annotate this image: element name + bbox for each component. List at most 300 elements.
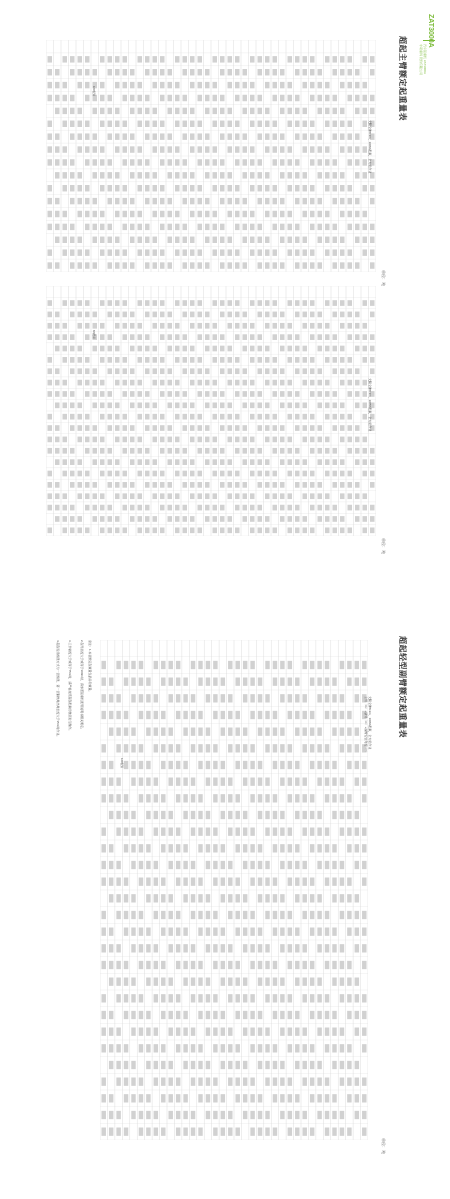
table-b-cell-text [55, 448, 60, 454]
table-c-cell-text [265, 1028, 269, 1036]
table-a-cell-text [228, 237, 233, 243]
table-b-cell-text [100, 300, 105, 306]
table-c-cell-text [154, 811, 158, 819]
table-a-cell-text [220, 198, 225, 204]
table-b-cell-text [325, 357, 330, 363]
table-c-cell-text [310, 744, 314, 752]
table-b-cell-text [318, 482, 323, 488]
table-b-cell-text [280, 323, 285, 329]
table-c-cell-text [355, 1028, 359, 1036]
table-a-cell-text [205, 133, 210, 139]
table-b-cell-text [153, 323, 158, 329]
table-c-cell-text [146, 1028, 150, 1036]
table-b-cell-text [48, 425, 53, 431]
table-a-cell-text [55, 133, 60, 139]
table-a-cell-text [370, 224, 375, 230]
table-a-cell-text [295, 159, 300, 165]
table-c-cell-text [198, 1094, 202, 1102]
table-a-cell-text [303, 211, 308, 217]
table-a-cell-text [145, 262, 150, 268]
table-a-cell-text [48, 159, 53, 165]
table-b-cell-text [145, 357, 150, 363]
table-c-cell-text [340, 1078, 344, 1086]
table-b-cell-text [318, 312, 323, 318]
table-b-cell-text [310, 505, 315, 511]
table-b-cell-text [183, 459, 188, 465]
table-c-cell-text [250, 744, 254, 752]
table-a-cell-text [115, 82, 120, 88]
table-b-cell-text [235, 312, 240, 318]
table-c-cell-text [288, 1028, 292, 1036]
table-c-cell-text [332, 1111, 336, 1119]
table-c-cell-text [265, 711, 269, 719]
table-c-cell-text [109, 878, 113, 886]
table-b-cell-text [190, 459, 195, 465]
table-c-cell-text [198, 678, 202, 686]
table-a-cell-text [318, 262, 323, 268]
table-a-cell-text [235, 133, 240, 139]
table-c-cell-text [265, 1044, 269, 1052]
table-b-cell-text [363, 300, 368, 306]
table-b-cell-text [318, 437, 323, 443]
table-a-cell-text [348, 262, 353, 268]
table-b-cell-text [325, 505, 330, 511]
table-a-cell-text [258, 198, 263, 204]
table-a-cell-text [108, 108, 113, 114]
table-c-cell-text [228, 961, 232, 969]
table-a-cell-text [138, 108, 143, 114]
table-c-cell-text [228, 944, 232, 952]
table-a-cell-text [265, 121, 270, 127]
table-a-cell-text [115, 198, 120, 204]
table-b-cell-text [138, 459, 143, 465]
table-c-cell-text [288, 944, 292, 952]
table-a-cell-text [340, 108, 345, 114]
table-c-cell-text [340, 961, 344, 969]
table-c-cell-text [109, 728, 113, 736]
table-c-cell-text [265, 978, 269, 986]
table-a-cell-text [168, 133, 173, 139]
table-b-cell-text [100, 493, 105, 499]
table-c-cell-text [280, 894, 284, 902]
table-c-cell-text [258, 1011, 262, 1019]
table-a-cell-text [130, 172, 135, 178]
table-c-cell-text [101, 878, 105, 886]
table-a-cell-text [130, 133, 135, 139]
table-a-cell-text [280, 133, 285, 139]
table-a-cell-text [273, 56, 278, 62]
table-a-cell-text [250, 211, 255, 217]
table-b-cell-text [280, 505, 285, 511]
table-c-cell-text [213, 744, 217, 752]
table-c-cell-text [332, 811, 336, 819]
table-c-cell-text [310, 828, 314, 836]
table-b-cell-text [280, 368, 285, 374]
table-c-cell-text [243, 761, 247, 769]
table-b-cell-text [108, 346, 113, 352]
table-b-cell-text [198, 414, 203, 420]
table-c-cell-text [317, 894, 321, 902]
table-a-cell-text [183, 262, 188, 268]
table-a-cell-text [325, 82, 330, 88]
table-c-cell-text [250, 961, 254, 969]
table-a-cell-text [295, 237, 300, 243]
table-b-cell-text [333, 346, 338, 352]
table-a-cell-text [70, 69, 75, 75]
table-b-cell-text [153, 380, 158, 386]
table-c-cell-text [191, 994, 195, 1002]
table-b-cell-text [48, 391, 53, 397]
table-b-cell-text [78, 482, 83, 488]
table-b-cell-text [168, 448, 173, 454]
table-c-cell-text [235, 761, 239, 769]
table-a-cell-text [288, 121, 293, 127]
table-c-cell-text [198, 728, 202, 736]
table-a-cell-text [235, 69, 240, 75]
table-b-cell-text [258, 414, 263, 420]
table-a-cell-text [363, 82, 368, 88]
table-c-cell-text [347, 661, 351, 669]
table-a-cell-text [265, 146, 270, 152]
table-c-cell-text [273, 761, 277, 769]
table-c-cell-text [131, 1061, 135, 1069]
table-c-cell-text [228, 728, 232, 736]
table-a-cell-text [175, 121, 180, 127]
table-a-cell-text [355, 237, 360, 243]
table-c-cell-text [258, 794, 262, 802]
brand-subtitle-2: 中联重科 股份有限公司 [419, 44, 423, 75]
table-c-cell-text [146, 728, 150, 736]
table-b-cell-text [175, 380, 180, 386]
table-a-cell-text [63, 95, 68, 101]
table-c-cell-text [347, 994, 351, 1002]
table-b-cell-text [280, 346, 285, 352]
table-c-cell-text [228, 994, 232, 1002]
table-c-cell-text [340, 1028, 344, 1036]
table-b-cell-text [70, 357, 75, 363]
table-b-cell-text [220, 425, 225, 431]
table-b-cell-text [220, 448, 225, 454]
table-b-cell-text [78, 437, 83, 443]
table-a-cell-text [183, 56, 188, 62]
table-c-cell-text [250, 794, 254, 802]
table-c-cell-text [161, 744, 165, 752]
table-b-cell-text [138, 402, 143, 408]
table-a-cell-text [220, 172, 225, 178]
table-a-cell-text [123, 185, 128, 191]
table-a-cell-text [130, 211, 135, 217]
table-c-cell-text [206, 1028, 210, 1036]
table-c-cell-text [221, 928, 225, 936]
table-c-cell-text [273, 711, 277, 719]
table-c-cell-text [325, 761, 329, 769]
table-c-cell-text [273, 1094, 277, 1102]
table-a-cell-text [235, 211, 240, 217]
table-a-cell-text [243, 69, 248, 75]
table-b-cell-text [363, 402, 368, 408]
table-a-cell-text [220, 121, 225, 127]
table-b-cell-text [288, 334, 293, 340]
table-b-cell-text [310, 493, 315, 499]
table-c-cell-text [131, 1094, 135, 1102]
table-c-cell-text [161, 1044, 165, 1052]
table-a-cell-text [108, 237, 113, 243]
table-c-cell-text [280, 994, 284, 1002]
table-b-cell-text [333, 357, 338, 363]
table-a-cell-text [63, 108, 68, 114]
table-b-cell-text [100, 357, 105, 363]
table-a-cell-text [115, 108, 120, 114]
table-b-cell-text [138, 391, 143, 397]
table-b-cell-text [168, 493, 173, 499]
table-b-cell-text [318, 493, 323, 499]
table-a-cell-text [85, 82, 90, 88]
table-c-cell-text [347, 1061, 351, 1069]
table-c-cell-text [280, 728, 284, 736]
table-a-cell-text [355, 82, 360, 88]
table-a-cell-text [63, 159, 68, 165]
table-b-cell-text [175, 414, 180, 420]
table-c-cell-text [355, 861, 359, 869]
table-a-cell-text [310, 224, 315, 230]
table-b-cell-text [228, 357, 233, 363]
table-b-cell-text [243, 448, 248, 454]
table-c-cell-text [154, 1111, 158, 1119]
table-b-cell-text [130, 482, 135, 488]
table-c-cell-text [250, 1094, 254, 1102]
table-b-cell-text [93, 437, 98, 443]
table-a-cell-text [258, 121, 263, 127]
table-a-cell-text [160, 224, 165, 230]
table-b-cell-text [190, 300, 195, 306]
table-b-cell-text [243, 380, 248, 386]
table-b-cell-text [348, 425, 353, 431]
table-a-grid [46, 40, 376, 272]
table-a-cell-text [348, 198, 353, 204]
table-c-cell-text [347, 761, 351, 769]
table-a-cell-text [78, 69, 83, 75]
table-c-cell-text [295, 728, 299, 736]
table-a-cell-text [85, 159, 90, 165]
table-a-cell-text [243, 224, 248, 230]
table-a-cell-text [108, 249, 113, 255]
table-c-cell-text [131, 994, 135, 1002]
table-b-cell-text [55, 459, 60, 465]
table-a-cell-text [318, 82, 323, 88]
table-c-cell-text [191, 1044, 195, 1052]
table-c-cell-text [280, 1028, 284, 1036]
table-b-cell-text [138, 437, 143, 443]
table-b-cell-text [205, 323, 210, 329]
table-b-cell-text [340, 368, 345, 374]
table-b-cell-text [310, 482, 315, 488]
table-a-cell-text [220, 56, 225, 62]
table-b-cell-text [348, 505, 353, 511]
table-a-cell-text [333, 185, 338, 191]
table-a-cell-text [183, 224, 188, 230]
table-c-cell-text [288, 711, 292, 719]
table-a-cell-text [340, 262, 345, 268]
table-a-cell-text [153, 108, 158, 114]
table-c-cell-text [176, 828, 180, 836]
table-c-cell-text [332, 861, 336, 869]
table-c-cell-text [191, 878, 195, 886]
table-a-cell-text [123, 249, 128, 255]
table-a-cell-text [280, 237, 285, 243]
table-a-cell-text [123, 146, 128, 152]
table-c-cell-text [131, 694, 135, 702]
table-c-cell-text [317, 1078, 321, 1086]
table-a-cell-text [160, 82, 165, 88]
table-c-cell-text [183, 1094, 187, 1102]
table-a-cell-text [280, 146, 285, 152]
table-a-cell-text [153, 198, 158, 204]
table-b-cell-text [108, 402, 113, 408]
table-c-cell-text [302, 694, 306, 702]
table-b-cell-text [145, 527, 150, 533]
table-b-cell-text [153, 312, 158, 318]
table-b-cell-text [70, 391, 75, 397]
table-c-cell-text [265, 661, 269, 669]
table-c-cell-text [310, 994, 314, 1002]
table-b-cell-text [175, 471, 180, 477]
table-b-cell-text [93, 482, 98, 488]
table-c-cell-text [131, 978, 135, 986]
table-c-cell-text [325, 678, 329, 686]
table-b-cell-text [160, 493, 165, 499]
table-c-cell-text [347, 911, 351, 919]
table-b-cell-text [288, 346, 293, 352]
table-a-cell-text [153, 69, 158, 75]
table-c-cell-text [161, 1061, 165, 1069]
table-b-cell-text [213, 459, 218, 465]
table-b-cell-text [115, 402, 120, 408]
table-b-cell-text [115, 527, 120, 533]
table-b-cell-text [108, 527, 113, 533]
table-a-cell-text [340, 249, 345, 255]
table-c-cell-text [235, 711, 239, 719]
table-c-cell-text [235, 744, 239, 752]
table-c-cell-text [198, 928, 202, 936]
table-b-cell-text [85, 437, 90, 443]
table-c-cell-text [235, 1128, 239, 1136]
table-c-cell-text [101, 1111, 105, 1119]
table-b-cell-text [333, 482, 338, 488]
table-c-cell-text [228, 794, 232, 802]
table-a-cell-text [168, 237, 173, 243]
table-c-cell-text [154, 994, 158, 1002]
table-a-cell-text [198, 121, 203, 127]
table-b-cell-text [250, 300, 255, 306]
table-c-cell-text [362, 1078, 366, 1086]
table-c-cell-text [362, 661, 366, 669]
table-a-cell-text [340, 211, 345, 217]
table-b-cell-text [273, 471, 278, 477]
table-b-cell-text [288, 459, 293, 465]
table-c-cell-text [310, 728, 314, 736]
table-b-cell-text [220, 482, 225, 488]
table-c-cell-text [154, 961, 158, 969]
table-a-cell-text [175, 108, 180, 114]
table-b-cell-text [108, 334, 113, 340]
table-b-cell-text [183, 402, 188, 408]
table-b-cell-text [115, 300, 120, 306]
table-c-cell-text [258, 711, 262, 719]
table-b-cell-text [168, 459, 173, 465]
table-c-cell-text [362, 1044, 366, 1052]
table-b-cell-text [198, 380, 203, 386]
table-a-cell-text [55, 69, 60, 75]
table-b-cell-text [198, 425, 203, 431]
table-b-cell-text [250, 516, 255, 522]
table-c-cell-text [191, 1028, 195, 1036]
table-b-cell-text [115, 357, 120, 363]
table-c-cell-text [235, 844, 239, 852]
table-c-cell-text [302, 878, 306, 886]
table-b-cell-text [55, 516, 60, 522]
table-c-cell-text [183, 1061, 187, 1069]
table-c-cell-text [168, 778, 172, 786]
table-b-cell-text [228, 346, 233, 352]
table-c-cell-text [221, 1111, 225, 1119]
table-b-cell-text [243, 437, 248, 443]
table-b-cell-text [63, 527, 68, 533]
table-b-cell-text [205, 368, 210, 374]
table-b-cell-text [183, 516, 188, 522]
table-c-cell-text [317, 694, 321, 702]
table-c-cell-text [317, 1094, 321, 1102]
table-b-cell-text [145, 448, 150, 454]
table-b-cell-text [348, 527, 353, 533]
table-c-cell-text [265, 1111, 269, 1119]
table-c-cell-text [302, 744, 306, 752]
table-a-cell-text [235, 95, 240, 101]
table-b-cell-text [160, 414, 165, 420]
table-b-cell-text [190, 312, 195, 318]
table-a-cell-text [183, 172, 188, 178]
table-b-cell-text [85, 482, 90, 488]
table-c-cell-text [206, 911, 210, 919]
table-c-cell-text [101, 794, 105, 802]
table-a-cell-text [213, 108, 218, 114]
table-a-cell-text [310, 185, 315, 191]
table-c-cell-text [131, 744, 135, 752]
table-b-cell-text [273, 482, 278, 488]
table-c-cell-text [340, 661, 344, 669]
table-a-cell-text [348, 95, 353, 101]
table-c-cell-text [139, 711, 143, 719]
table-c-cell-text [325, 1028, 329, 1036]
table-c-cell-text [206, 894, 210, 902]
table-b-cell-text [310, 448, 315, 454]
table-b-cell-text [355, 346, 360, 352]
table-b-cell-text [48, 414, 53, 420]
table-a-cell-text [325, 121, 330, 127]
table-a-cell-text [295, 121, 300, 127]
table-b-cell-text [333, 402, 338, 408]
table-c-cell-text [154, 1028, 158, 1036]
table-a-cell-text [213, 121, 218, 127]
table-b-cell-text [288, 357, 293, 363]
table-c-cell-text [213, 778, 217, 786]
table-c-cell-text [191, 1128, 195, 1136]
table-c-cell-text [139, 994, 143, 1002]
table-a-cell-text [85, 146, 90, 152]
table-c-cell-text [213, 1128, 217, 1136]
table-b-cell-text [310, 312, 315, 318]
table-b-cell-text [100, 505, 105, 511]
table-a-cell-text [198, 249, 203, 255]
